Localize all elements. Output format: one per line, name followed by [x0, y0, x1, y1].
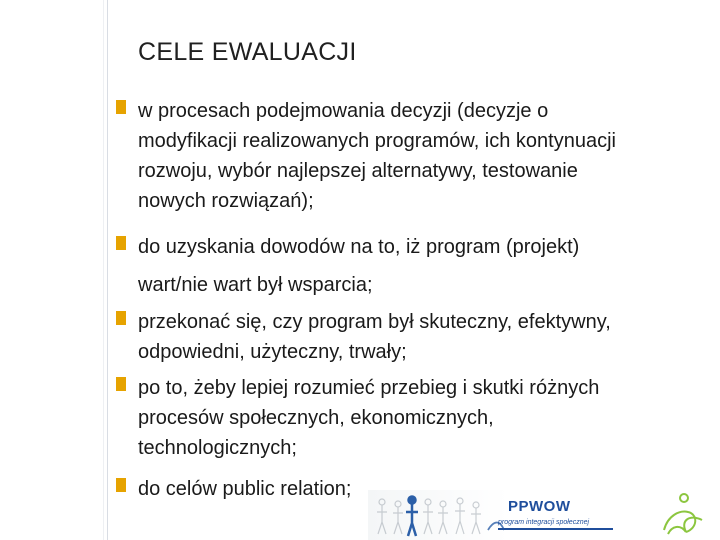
bullet-line: technologicznych; [138, 437, 297, 459]
bullet-line: do celów public relation; [138, 478, 352, 500]
bullet-line: nowych rozwiązań); [138, 190, 314, 212]
bullet-line: przekonać się, czy program był skuteczny, efektywny, [138, 311, 611, 333]
logo-underline [498, 528, 613, 530]
bullet-line: rozwoju, wybór najlepszej alternatywy, testowanie [138, 160, 578, 182]
bullet-line: po to, żeby lepiej rozumieć przebieg i skutki różnych [138, 377, 600, 399]
bullet-line: modyfikacji realizowanych programów, ich kontynuacji [138, 130, 616, 152]
bullet-item [116, 373, 599, 463]
logo-name: PPWOW [508, 498, 571, 515]
logo-subtitle: program integracji społecznej [498, 519, 590, 526]
bullet-item [116, 232, 579, 300]
decorative-rule [107, 0, 108, 540]
square-bullet-icon [116, 311, 126, 325]
bullet-line: do uzyskania dowodów na to, iż program (projekt) [138, 236, 580, 258]
bullet-line: wart/nie wart był wsparcia; [138, 274, 373, 296]
square-bullet-icon [116, 478, 126, 492]
bullet-item [116, 96, 616, 216]
square-bullet-icon [116, 100, 126, 114]
bullet-line: procesów społecznych, ekonomicznych, [138, 407, 494, 429]
square-bullet-icon [116, 377, 126, 391]
decorative-rule [103, 0, 104, 540]
slide-title: CELE EWALUACJI [138, 38, 357, 66]
footer-banner [368, 490, 720, 540]
square-bullet-icon [116, 236, 126, 250]
bullet-item [116, 307, 611, 367]
bullet-item [116, 474, 351, 504]
bullet-line: w procesach podejmowania decyzji (decyzje o [138, 100, 549, 122]
bullet-line: odpowiedni, użyteczny, trwały; [138, 341, 407, 363]
